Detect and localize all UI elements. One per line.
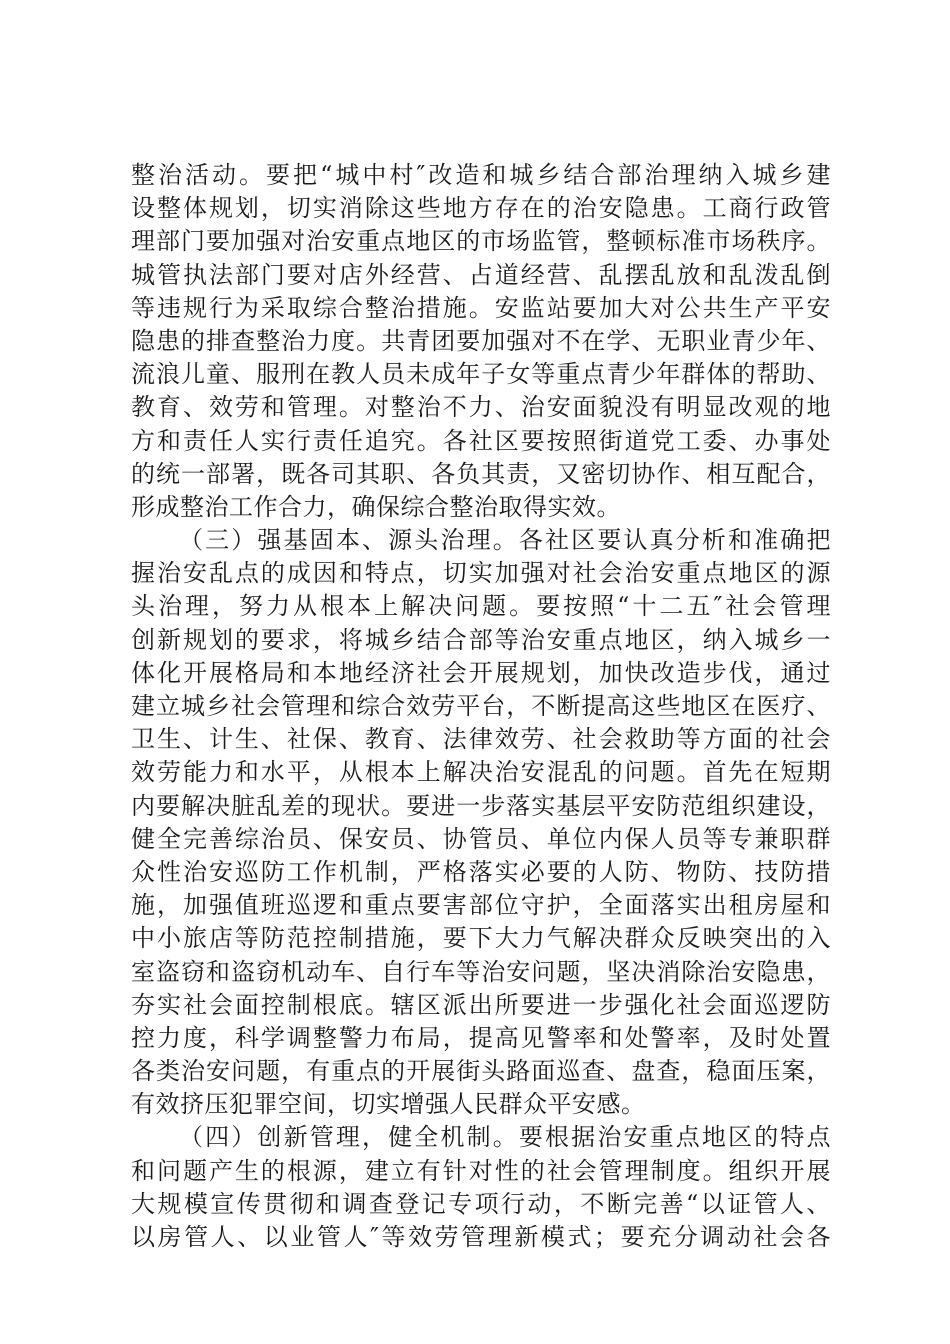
text-line: 城管执法部门要对店外经营、占道经营、乱摆乱放和乱泼乱倒 <box>131 260 831 289</box>
text-line: 以房管人、以业管人″等效劳管理新模式；要充分调动社会各 <box>131 1223 831 1251</box>
text-line: （三）强基固本、源头治理。各社区要认真分析和准确把 <box>179 526 831 555</box>
text-line: 有效挤压犯罪空间，切实增强人民群众平安感。 <box>131 1090 646 1119</box>
text-line: 创新规划的要求，将城乡结合部等治安重点地区，纳入城乡一 <box>131 625 831 654</box>
text-line: 流浪儿童、服刑在教人员未成年子女等重点青少年群体的帮助、 <box>131 360 831 389</box>
text-line: 等违规行为采取综合整治措施。安监站要加大对公共生产平安 <box>131 293 831 322</box>
text-line: 控力度，科学调整警力布局，提高见警率和处警率，及时处置 <box>131 1023 831 1052</box>
text-line: 设整体规划，切实消除这些地方存在的治安隐患。工商行政管 <box>131 194 831 223</box>
text-line: 夯实社会面控制根底。辖区派出所要进一步强化社会面巡逻防 <box>131 990 831 1019</box>
text-line: 大规模宣传贯彻和调查登记专项行动，不断完善“以证管人、 <box>131 1189 831 1218</box>
text-line: 各类治安问题，有重点的开展街头路面巡查、盘查，稳面压案， <box>131 1057 831 1086</box>
text-line: 施，加强值班巡逻和重点要害部位守护，全面落实出租房屋和 <box>131 891 831 920</box>
text-line: 的统一部署，既各司其职、各负其责，又密切协作、相互配合， <box>131 459 831 488</box>
text-line: 教育、效劳和管理。对整治不力、治安面貌没有明显改观的地 <box>131 393 831 422</box>
text-line: 内要解决脏乱差的现状。要进一步落实基层平安防范组织建设， <box>131 791 831 820</box>
text-line: 卫生、计生、社保、教育、法律效劳、社会救助等方面的社会 <box>131 725 831 754</box>
text-line: 隐患的排查整治力度。共青团要加强对不在学、无职业青少年、 <box>131 326 831 355</box>
text-line: 健全完善综治员、保安员、协管员、单位内保人员等专兼职群 <box>131 824 831 853</box>
text-line: 方和责任人实行责任追究。各社区要按照街道党工委、办事处 <box>131 426 831 455</box>
text-line: 和问题产生的根源，建立有针对性的社会管理制度。组织开展 <box>131 1156 831 1185</box>
document-body <box>131 159 831 1254</box>
text-line: 建立城乡社会管理和综合效劳平台，不断提高这些地区在医疗、 <box>131 692 831 720</box>
text-line: 整治活动。要把“城中村″改造和城乡结合部治理纳入城乡建 <box>131 161 831 189</box>
text-line: 中小旅店等防范控制措施，要下大力气解决群众反映突出的入 <box>131 924 831 953</box>
text-line: 头治理，努力从根本上解决问题。要按照“十二五″社会管理 <box>131 592 831 621</box>
text-line: （四）创新管理，健全机制。要根据治安重点地区的特点 <box>179 1123 831 1152</box>
text-line: 形成整治工作合力，确保综合整治取得实效。 <box>131 492 621 521</box>
text-line: 众性治安巡防工作机制，严格落实必要的人防、物防、技防措 <box>131 857 831 886</box>
text-line: 效劳能力和水平，从根本上解决治安混乱的问题。首先在短期 <box>131 758 831 787</box>
text-line: 理部门要加强对治安重点地区的市场监管，整顿标准市场秩序。 <box>131 227 831 256</box>
text-line: 体化开展格局和本地经济社会开展规划，加快改造步伐，通过 <box>131 658 831 687</box>
text-line: 室盗窃和盗窃机动车、自行车等治安问题，坚决消除治安隐患， <box>131 957 831 986</box>
text-line: 握治安乱点的成因和特点，切实加强对社会治安重点地区的源 <box>131 559 831 588</box>
